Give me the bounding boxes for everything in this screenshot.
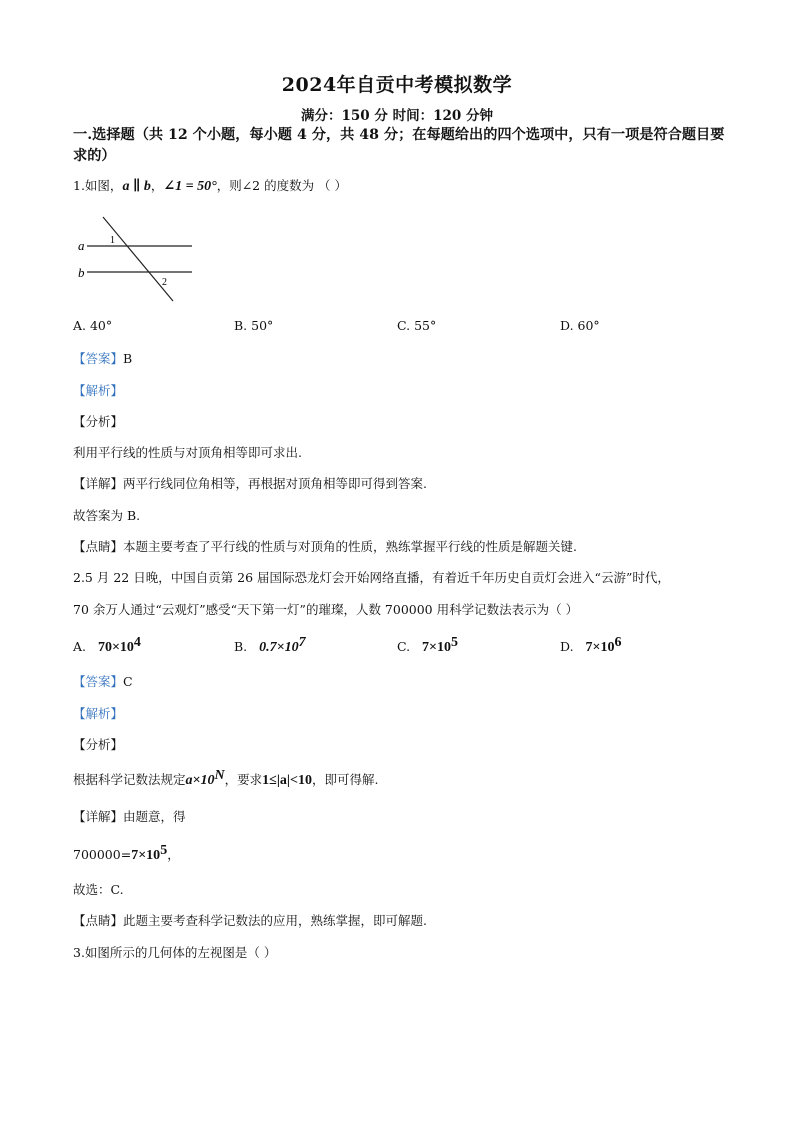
q1-comment bbox=[73, 537, 577, 555]
q2-conclusion: 故选：C. bbox=[73, 882, 124, 897]
q1-conclusion: 故答案为 B. bbox=[73, 508, 141, 523]
option-base: 0.7×10 bbox=[259, 640, 299, 656]
q1-stem bbox=[73, 176, 347, 195]
q1-stem-prefix: 1.如图， bbox=[73, 178, 123, 193]
detail-text: 由题意，得 bbox=[123, 809, 186, 824]
fenxi-math-exp: N bbox=[214, 768, 225, 783]
answer-tag: 【答案】 bbox=[73, 674, 124, 689]
comment-tag: 【点睛】 bbox=[73, 913, 124, 928]
q1-option-b: B. 50° bbox=[234, 318, 274, 333]
equation-exp: 5 bbox=[160, 843, 168, 858]
q1-fenxi-text: 利用平行线的性质与对顶角相等即可求出. bbox=[73, 445, 302, 460]
q2-option-b bbox=[234, 635, 306, 656]
option-base: 7×10 bbox=[422, 640, 451, 656]
detail-tag: 【详解】 bbox=[73, 809, 124, 824]
detail-text: 两平行线同位角相等，再根据对顶角相等即可得到答案. bbox=[123, 476, 427, 491]
transversal-line bbox=[103, 217, 173, 301]
q1-option-a: A. 40° bbox=[73, 318, 113, 333]
option-exp: 4 bbox=[133, 635, 141, 650]
option-letter: A. bbox=[73, 639, 87, 655]
fenxi-math-notation: a×10 bbox=[185, 773, 215, 789]
q3-stem: 3.如图所示的几何体的左视图是（ ） bbox=[73, 945, 277, 960]
fenxi-math-range: 1≤|a|<10 bbox=[262, 773, 312, 789]
equation-tail: ， bbox=[167, 847, 180, 863]
option-base: 7×10 bbox=[585, 640, 615, 656]
answer-value: C bbox=[123, 674, 133, 689]
fenxi-mid: ，要求 bbox=[224, 772, 263, 788]
q1-option-c: C. 55° bbox=[397, 318, 437, 333]
q2-stem-line2: 70 余万人通过“云观灯”感受“天下第一灯”的璀璨，人数 700000 用科学记数法表示为（ ） bbox=[73, 602, 579, 617]
page-title: 2024年自贡中考模拟数学 bbox=[281, 74, 513, 96]
equation-base: 7×10 bbox=[131, 848, 161, 864]
option-letter: C. bbox=[397, 639, 411, 655]
option-base: 70×10 bbox=[97, 640, 134, 656]
q2-comment bbox=[73, 911, 427, 929]
option-letter: D. bbox=[560, 639, 574, 655]
q1-answer bbox=[73, 349, 132, 367]
figure-label-a: a bbox=[78, 238, 85, 253]
comment-text: 本题主要考查了平行线的性质与对顶角的性质，熟练掌握平行线的性质是解题关键. bbox=[123, 539, 577, 554]
q2-stem-line1: 2.5 月 22 日晚，中国自贡第 26 届国际恐龙灯会开始网络直播，有着近千年历史自贡灯会进入“云游”时代， bbox=[73, 570, 670, 585]
q2-detail bbox=[73, 807, 186, 825]
comment-tag: 【点睛】 bbox=[73, 539, 124, 554]
q1-analysis-tag: 【解析】 bbox=[73, 383, 124, 398]
q2-fenxi-text bbox=[73, 768, 378, 789]
q2-analysis-tag: 【解析】 bbox=[73, 706, 124, 721]
q2-answer bbox=[73, 672, 133, 690]
comment-text: 此题主要考查科学记数法的应用，熟练掌握，即可解题. bbox=[123, 913, 427, 928]
q1-option-d: D. 60° bbox=[560, 318, 600, 333]
parallel-lines-figure bbox=[72, 208, 202, 308]
q1-stem-suffix: ，则∠2 的度数为 （ ） bbox=[216, 178, 348, 193]
q2-option-c bbox=[397, 635, 458, 656]
q2-fenxi-tag: 【分析】 bbox=[73, 737, 124, 752]
figure-label-2: 2 bbox=[162, 277, 167, 288]
exam-info: 满分：150 分 时间：120 分钟 bbox=[301, 108, 493, 124]
fenxi-suffix: ，即可得解. bbox=[311, 772, 379, 788]
answer-value: B bbox=[123, 351, 133, 366]
option-exp: 6 bbox=[614, 635, 622, 650]
q1-stem-math-angle: ∠1 = 50° bbox=[163, 179, 217, 194]
q1-fenxi-tag: 【分析】 bbox=[73, 414, 124, 429]
answer-tag: 【答案】 bbox=[73, 351, 124, 366]
q2-option-a bbox=[73, 635, 141, 656]
detail-tag: 【详解】 bbox=[73, 476, 124, 491]
q1-stem-sep: ， bbox=[150, 178, 164, 193]
section-heading: 一.选择题（共 12 个小题，每小题 4 分，共 48 分；在每题给出的四个选项中，只有一项是符合题目要求的） bbox=[73, 127, 725, 164]
q1-detail bbox=[73, 474, 427, 492]
option-exp: 5 bbox=[451, 635, 458, 650]
option-letter: B. bbox=[234, 639, 248, 655]
figure-label-b: b bbox=[78, 265, 85, 280]
figure-label-1: 1 bbox=[110, 235, 115, 246]
q2-option-d bbox=[560, 635, 621, 656]
q2-equation bbox=[73, 843, 180, 864]
q1-stem-math-parallel: a ∥ b bbox=[122, 179, 151, 194]
option-exp: 7 bbox=[298, 635, 306, 650]
fenxi-prefix: 根据科学记数法规定 bbox=[73, 772, 186, 788]
equation-left: 700000= bbox=[73, 847, 132, 863]
